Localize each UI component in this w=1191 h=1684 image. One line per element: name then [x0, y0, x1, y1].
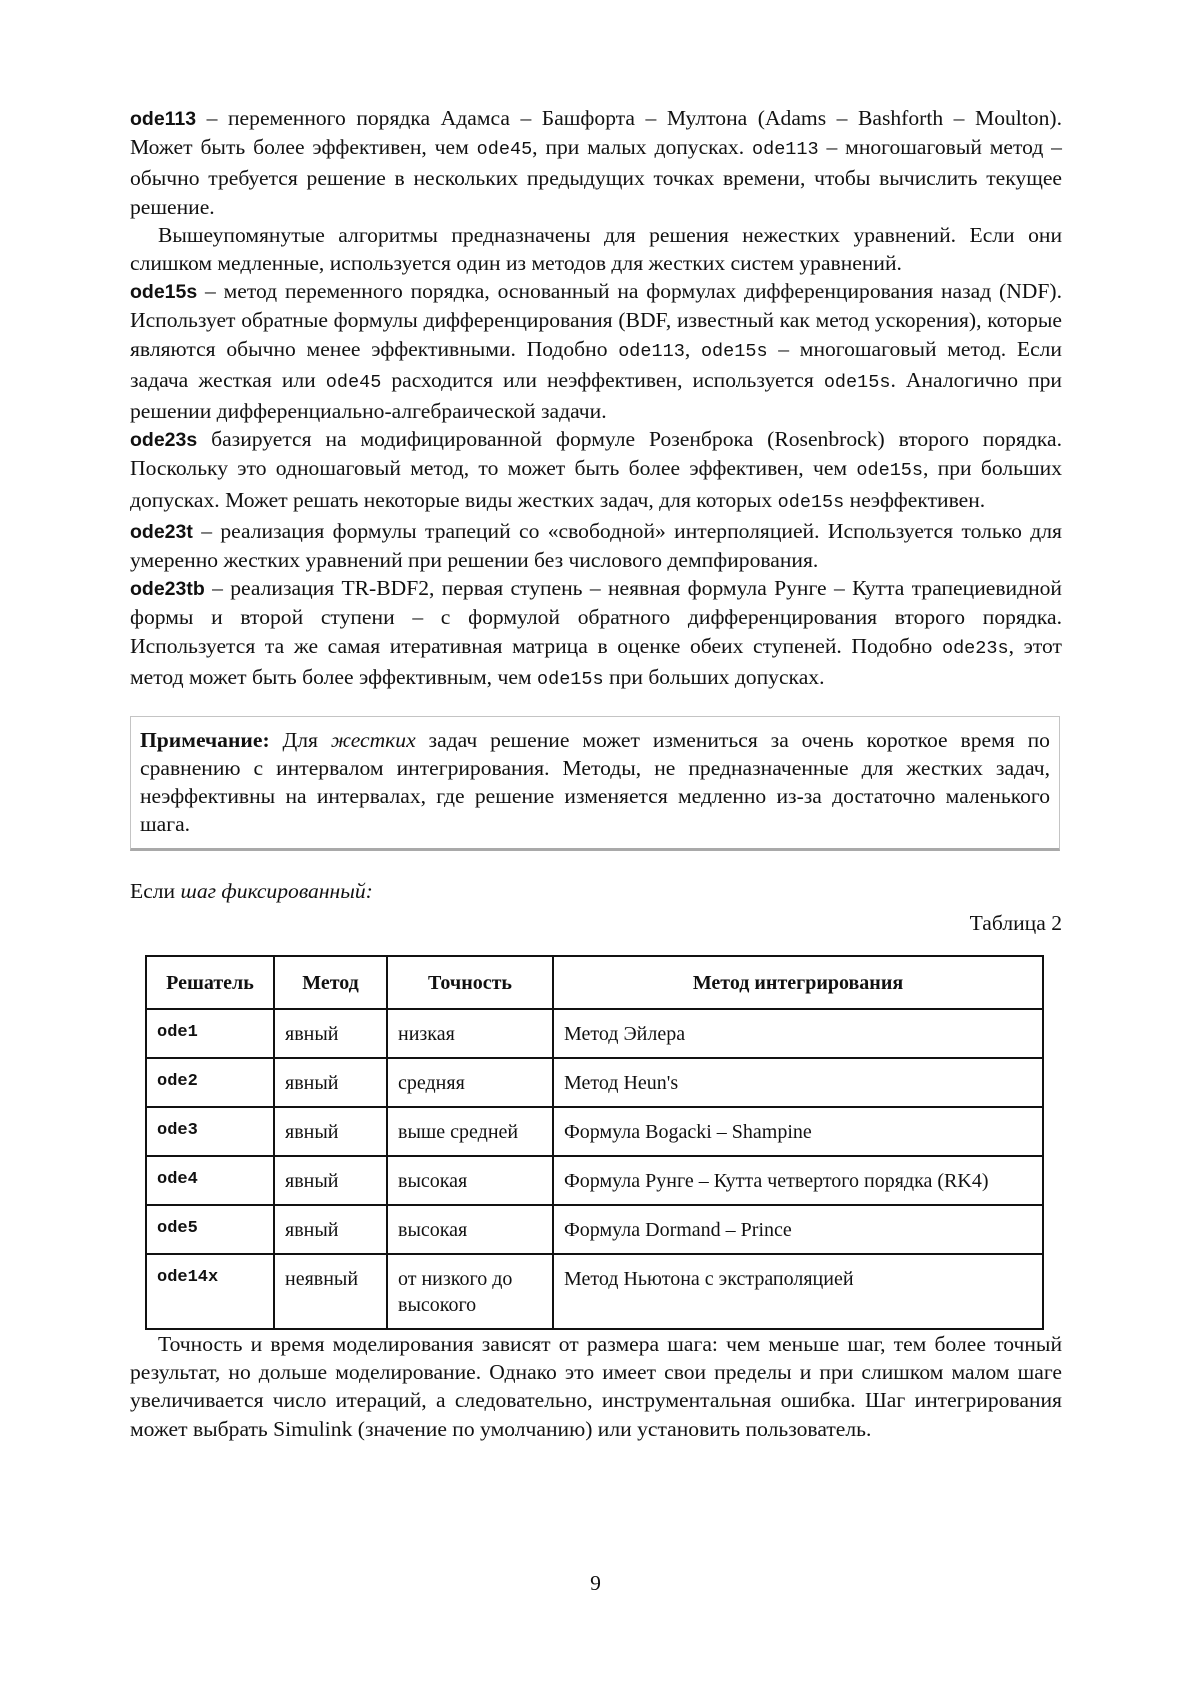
- paragraph-nonstiff-note: Вышеупомянутые алгоритмы предназначены для решения нежестких уравнений. Если они слишком медленные, используется один из методов для жестких систем уравнений.: [130, 222, 1062, 276]
- cell-accuracy: выше средней: [387, 1107, 553, 1156]
- note-text: Примечание: Для жестких задач решение может измениться за очень короткое время по сравнению с интервалом интегрирования. Методы, не предназначенные для жестких задач, неэффективны на интервалах, где решение изменяется медленно из-за достаточно маленького шага.: [140, 728, 1050, 837]
- inline-code: ode15s: [536, 668, 604, 690]
- solver-keyword: ode23t: [130, 520, 193, 543]
- solver-keyword: ode113: [130, 108, 197, 130]
- paragraph-ode23tb: ode23tb – реализация TR-BDF2, первая ступень – неявная формула Рунге – Кутта трапециевидной формы и второй ступени – с формулой обратного дифференцирования второго порядка. Используется та же самая итеративная матрица в оценке обеих ступеней. Подобно ode23s, этот метод может быть более эффективным, чем ode15s при больших допусках.: [130, 576, 1062, 690]
- inline-code: ode113: [752, 139, 819, 161]
- fixed-step-emphasis: шаг фиксированный:: [180, 879, 373, 904]
- table-row: [146, 1205, 1043, 1254]
- inline-code: ode15s: [856, 460, 924, 482]
- inline-code: ode113: [618, 340, 685, 362]
- cell-integration: Формула Bogacki – Shampine: [553, 1107, 1043, 1156]
- cell-accuracy: высокая: [387, 1205, 553, 1254]
- fixed-step-intro: Если шаг фиксированный:: [130, 879, 373, 904]
- inline-code: ode15s: [700, 340, 768, 362]
- solver-keyword: ode23tb: [130, 578, 205, 601]
- note-box: [130, 716, 1060, 851]
- cell-solver: ode1: [146, 1009, 274, 1058]
- cell-accuracy: от низкого до высокого: [387, 1254, 553, 1329]
- header-integration-method: Метод интегрирования: [553, 956, 1043, 1009]
- paragraph-ode23t: ode23t – реализация формулы трапеций со «свободной» интерполяцией. Используется только для умеренно жестких уравнений при решении без числового демпфирования.: [130, 518, 1062, 573]
- cell-solver: ode14x: [146, 1254, 274, 1329]
- header-method: Метод: [274, 956, 387, 1009]
- table-row: [146, 1156, 1043, 1205]
- cell-method: явный: [274, 1009, 387, 1058]
- note-label: Примечание:: [140, 728, 270, 753]
- inline-code: ode45: [325, 371, 382, 393]
- table-caption: Таблица 2: [969, 911, 1062, 936]
- cell-solver: ode2: [146, 1058, 274, 1107]
- table-row: [146, 1009, 1043, 1058]
- cell-accuracy: средняя: [387, 1058, 553, 1107]
- table-row: [146, 1058, 1043, 1107]
- inline-code: ode15s: [823, 371, 891, 393]
- cell-integration: Формула Dormand – Prince: [553, 1205, 1043, 1254]
- table-header-row: [146, 956, 1043, 1009]
- page-number: 9: [590, 1571, 601, 1595]
- closing-paragraph: Точность и время моделирования зависят от размера шага: чем меньше шаг, тем более точный результат, но дольше моделирование. Однако это имеет свои пределы и при слишком малом шаге увеличивается число итераций, а следовательно, инструментальная ошибка. Шаг интегрирования может выбрать Simulink (значение по умолчанию) или установить пользователь.: [130, 1332, 1062, 1441]
- cell-method: явный: [274, 1107, 387, 1156]
- header-solver: Решатель: [146, 956, 274, 1009]
- paragraph-ode113: ode113 – переменного порядка Адамса – Башфорта – Мултона (Adams – Bashforth – Moulton). Может быть более эффективен, чем ode45, при малых допусках. ode113 – многошаговый метод – обычно требуется решение в нескольких предыдущих точках времени, чтобы вычислить текущее решение.: [130, 106, 1062, 219]
- table-row: [146, 1254, 1043, 1329]
- cell-accuracy: высокая: [387, 1156, 553, 1205]
- cell-integration: Метод Heun's: [553, 1058, 1043, 1107]
- paragraph-ode23s: ode23s базируется на модифицированной формуле Розенброка (Rosenbrock) второго порядка. Поскольку это одношаговый метод, то может быть более эффективен, чем ode15s, при больших допусках. Может решать некоторые виды жестких задач, для которых ode15s неэффективен.: [130, 427, 1062, 513]
- cell-method: явный: [274, 1205, 387, 1254]
- solver-keyword: ode23s: [130, 429, 198, 452]
- inline-code: ode23s: [941, 637, 1009, 659]
- paragraph-ode15s: ode15s – метод переменного порядка, основанный на формулах дифференцирования назад (NDF). Использует обратные формулы дифференцирования (BDF, известный как метод ускорения), которые являются обычно менее эффективными. Подобно ode113, ode15s – многошаговый метод. Если задача жесткая или ode45 расходится или неэффективен, используется ode15s. Аналогично при решении дифференциально-алгебраической задачи.: [130, 279, 1062, 424]
- cell-method: явный: [274, 1156, 387, 1205]
- cell-solver: ode5: [146, 1205, 274, 1254]
- table-row: [146, 1107, 1043, 1156]
- solvers-table: [145, 955, 1044, 1330]
- document-page: [130, 104, 1062, 1443]
- inline-code: ode15s: [777, 491, 845, 513]
- cell-method: неявный: [274, 1254, 387, 1329]
- cell-solver: ode3: [146, 1107, 274, 1156]
- cell-method: явный: [274, 1058, 387, 1107]
- cell-accuracy: низкая: [387, 1009, 553, 1058]
- cell-solver: ode4: [146, 1156, 274, 1205]
- cell-integration: Формула Рунге – Кутта четвертого порядка (RK4): [553, 1156, 1043, 1205]
- header-accuracy: Точность: [387, 956, 553, 1009]
- cell-integration: Метод Эйлера: [553, 1009, 1043, 1058]
- solver-keyword: ode15s: [130, 281, 198, 304]
- note-emphasis: жестких: [330, 728, 416, 753]
- cell-integration: Метод Ньютона с экстраполяцией: [553, 1254, 1043, 1329]
- inline-code: ode45: [476, 139, 533, 161]
